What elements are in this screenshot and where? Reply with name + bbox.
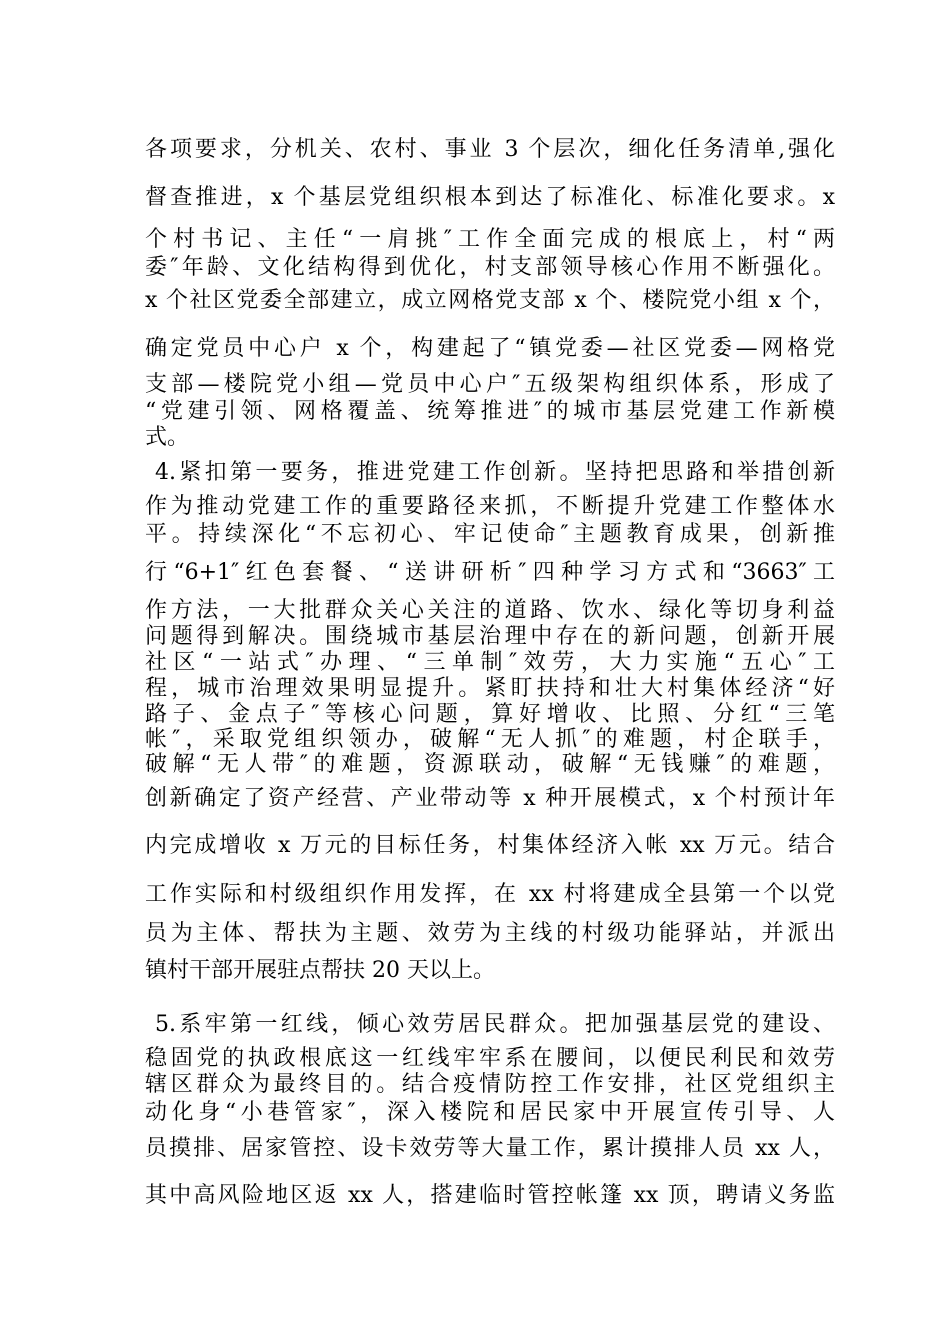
section-heading-line: 5.系牢第一红线，倾心效劳居民群众。把加强基层党的建设、 — [155, 1012, 835, 1037]
text-line: 路子、金点子″等核心问题，算好增收、比照、分红“三笔 — [145, 702, 835, 727]
text-line: 式。 — [145, 425, 190, 450]
text-line: 确定党员中心户 x 个，构建起了“镇党委—社区党委—网格党 — [145, 336, 835, 361]
text-line: 行“6+1″红色套餐、“送讲研析″四种学习方式和“3663″工 — [145, 560, 835, 585]
text-line: 辖区群众为最终目的。结合疫情防控工作安排，社区党组织主 — [145, 1072, 835, 1097]
text-line: 支部—楼院党小组—党员中心户″五级架构组织体系，形成了 — [145, 372, 835, 397]
text-line: 稳固党的执政根底这一红线牢牢系在腰间，以便民利民和效劳 — [145, 1046, 835, 1071]
text-line: 问题得到解决。围绕城市基层治理中存在的新问题，创新开展 — [145, 624, 835, 649]
text-line: 作为推动党建工作的重要路径来抓，不断提升党建工作整体水 — [145, 494, 835, 519]
text-line: 平。持续深化“不忘初心、牢记使命″主题教育成果，创新推 — [145, 522, 835, 547]
text-line: 员为主体、帮扶为主题、效劳为主线的村级功能驿站，并派出 — [145, 921, 835, 946]
text-line: 委″年龄、文化结构得到优化，村支部领导核心作用不断强化。 — [145, 255, 835, 280]
section-heading-line: 4.紧扣第一要务，推进党建工作创新。坚持把思路和举措创新 — [155, 460, 835, 485]
text-line: x 个社区党委全部建立，成立网格党支部 x 个、楼院党小组 x 个， — [145, 288, 835, 313]
text-line: 作方法，一大批群众关心关注的道路、饮水、绿化等切身利益 — [145, 598, 835, 623]
text-line: 动化身“小巷管家″，深入楼院和居民家中开展宣传引导、人 — [145, 1100, 835, 1125]
text-line: 各项要求，分机关、农村、事业 3 个层次，细化任务清单,强化 — [145, 137, 835, 162]
text-line: 破解“无人带″的难题，资源联动，破解“无钱赚″的难题， — [145, 752, 835, 777]
text-line: 内完成增收 x 万元的目标任务，村集体经济入帐 xx 万元。结合 — [145, 833, 835, 858]
text-line: 员摸排、居家管控、设卡效劳等大量工作，累计摸排人员 xx 人， — [145, 1136, 835, 1161]
text-line: 个村书记、主任“一肩挑″工作全面完成的根底上，村“两 — [145, 227, 835, 252]
text-line: 工作实际和村级组织作用发挥，在 xx 村将建成全县第一个以党 — [145, 882, 835, 907]
text-line: 其中高风险地区返 xx 人，搭建临时管控帐篷 xx 顶，聘请义务监 — [145, 1183, 835, 1208]
text-line: 社区“一站式″办理、“三单制″效劳，大力实施“五心″工 — [145, 650, 835, 675]
text-line: “党建引领、网格覆盖、统筹推进″的城市基层党建工作新模 — [145, 399, 835, 424]
text-line: 镇村干部开展驻点帮扶 20 天以上。 — [145, 958, 495, 983]
text-line: 帐″，采取党组织领办，破解“无人抓″的难题，村企联手， — [145, 727, 835, 752]
text-line: 程，城市治理效果明显提升。紧盯扶持和壮大村集体经济“好 — [145, 676, 835, 701]
text-line: 督查推进，x 个基层党组织根本到达了标准化、标准化要求。x — [145, 185, 835, 210]
text-line: 创新确定了资产经营、产业带动等 x 种开展模式，x 个村预计年 — [145, 786, 835, 811]
